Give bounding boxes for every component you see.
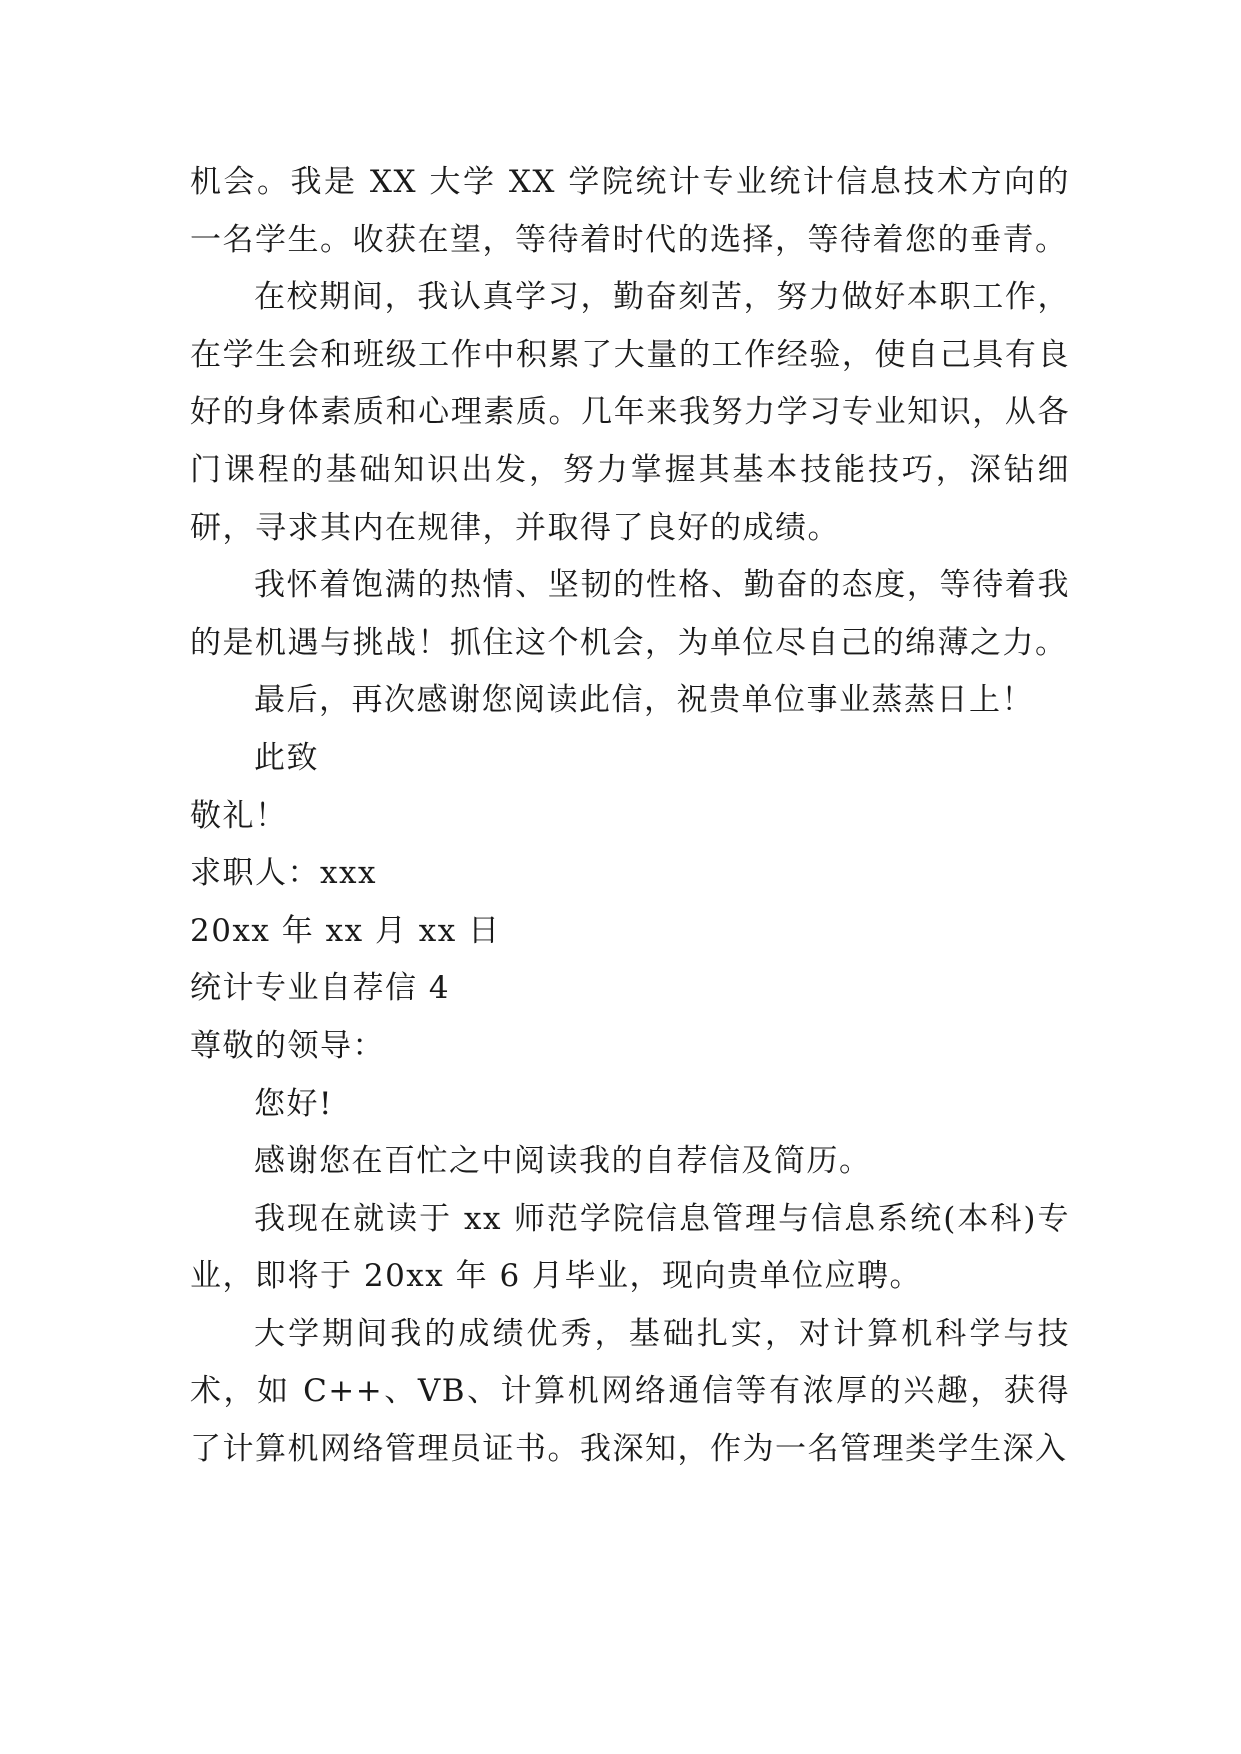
salutation-cizhi: 此致 xyxy=(254,739,319,776)
letter-4-thanks: 感谢您在百忙之中阅读我的自荐信及简历。 xyxy=(254,1143,872,1180)
document-body xyxy=(190,154,1070,1479)
signature-applicant: 求职人：xxx xyxy=(190,855,377,892)
paragraph-closing-thanks: 最后，再次感谢您阅读此信，祝贵单位事业蒸蒸日上！ xyxy=(254,682,1034,719)
letter-4-study-info: 我现在就读于 xx 师范学院信息管理与信息系统(本科)专业，即将于 20xx 年 6 月毕业，现向贵单位应聘。 xyxy=(190,1200,1070,1295)
letter-4-greeting: 尊敬的领导： xyxy=(190,1027,385,1064)
letter-4-heading: 统计专业自荐信 4 xyxy=(190,970,451,1007)
paragraph-school-experience: 在校期间，我认真学习，勤奋刻苦，努力做好本职工作，在学生会和班级工作中积累了大量的工作经验，使自己具有良好的身体素质和心理素质。几年来我努力学习专业知识，从各门课程的基础知识出发，努力掌握其基本技能技巧，深钻细研，寻求其内在规律，并取得了良好的成绩。 xyxy=(190,279,1070,546)
paragraph-intro-continuation: 机会。我是 XX 大学 XX 学院统计专业统计信息技术方向的一名学生。收获在望，等待着时代的选择，等待着您的垂青。 xyxy=(190,164,1070,258)
letter-4-university-performance: 大学期间我的成绩优秀，基础扎实，对计算机科学与技术，如 C++、VB、计算机网络通信等有浓厚的兴趣，获得了计算机网络管理员证书。我深知，作为一名管理类学生深入 xyxy=(190,1315,1070,1468)
paragraph-enthusiasm: 我怀着饱满的热情、坚韧的性格、勤奋的态度，等待着我的是机遇与挑战！抓住这个机会，为单位尽自己的绵薄之力。 xyxy=(190,567,1070,661)
letter-4-hello: 您好! xyxy=(254,1085,333,1122)
signature-date: 20xx 年 xx 月 xx 日 xyxy=(190,912,501,949)
salutation-jingli: 敬礼！ xyxy=(190,797,288,834)
